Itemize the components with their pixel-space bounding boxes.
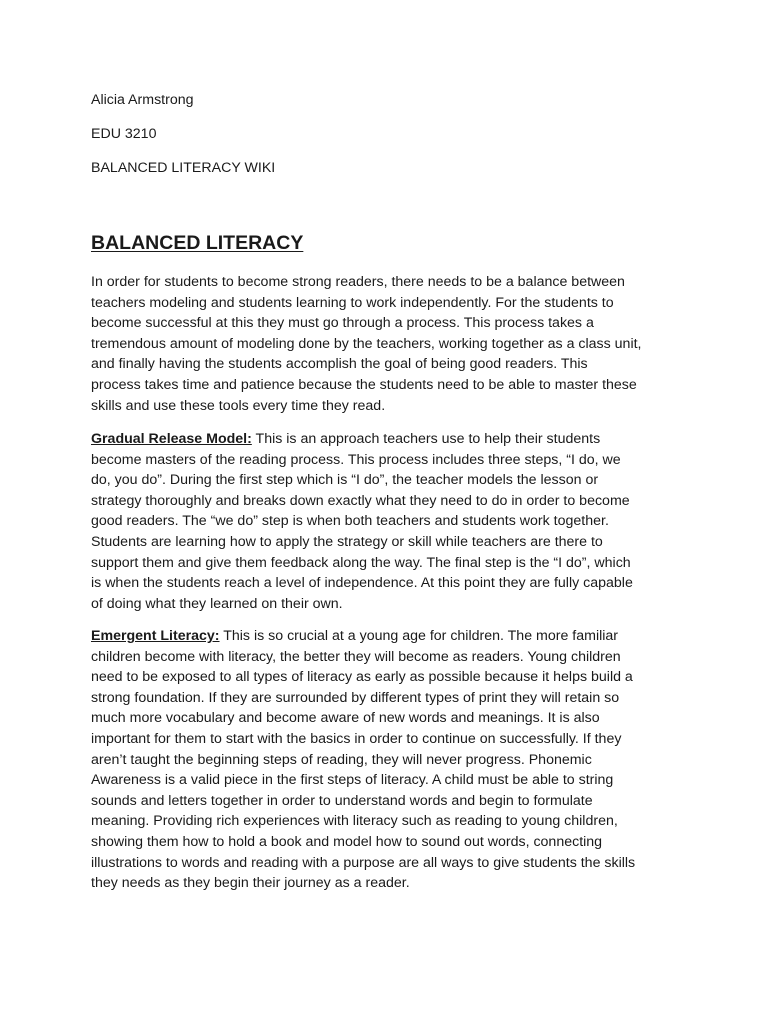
author-name: Alicia Armstrong [91,92,194,108]
emergent-literacy-line: aren’t taught the beginning steps of reading, they will never progress. Phonemic [91,751,592,768]
emergent-literacy-first-text: This is so crucial at a young age for children. The more familiar [219,628,619,644]
document-title: BALANCED LITERACY [91,232,304,254]
gradual-release-line: is when the students reach a level of independence. At this point they are fully capable [91,575,633,592]
emergent-literacy-line: showing them how to hold a book and model how to sound out words, connecting [91,833,603,850]
gradual-release-line: do, you do”. During the first step which is “I do”, the teacher models the lesson or [91,472,599,489]
intro-paragraph [91,272,681,416]
gradual-release-line: Students are learning how to apply the strategy or skill while teachers are there to [91,533,603,550]
emergent-literacy-line: much more vocabulary and become aware of new words and meanings. It is also [91,710,600,727]
gradual-release-line: good readers. The “we do” step is when both teachers and students work together. [91,513,609,530]
gradual-release-paragraph [91,429,681,614]
emergent-literacy-line: sounds and letters together in order to understand words and begin to formulate [91,792,593,809]
gradual-release-line: of doing what they learned on their own. [91,595,343,612]
intro-line: tremendous amount of modeling done by the teachers, working together as a class unit, [91,335,642,352]
emergent-literacy-paragraph [91,626,681,894]
intro-line: and finally having the students accomplish the goal of being good readers. This [91,356,588,373]
emergent-literacy-line: important for them to start with the basics in order to continue on successfully. If they [91,730,622,747]
course-code: EDU 3210 [91,126,157,142]
emergent-literacy-line: illustrations to words and reading with a purpose are all ways to give students the skills [91,854,636,871]
intro-line: In order for students to become strong readers, there needs to be a balance between [91,274,625,290]
gradual-release-line: strategy thoroughly and breaks down exactly what they need to do in order to become [91,492,630,509]
emergent-literacy-line: strong foundation. If they are surrounded by different types of print they will retain so [91,689,620,706]
intro-line: process takes time and patience because the students need to be able to master these [91,376,637,393]
gradual-release-label: Gradual Release Model: [91,431,252,447]
assignment-title: BALANCED LITERACY WIKI [91,160,276,176]
gradual-release-line: become masters of the reading process. This process includes three steps, “I do, we [91,451,621,468]
emergent-literacy-line: need to be exposed to all types of literacy as early as possible because it helps build a [91,669,633,686]
emergent-literacy-line: they needs as they begin their journey as a reader. [91,875,410,892]
emergent-literacy-first-line [91,626,681,647]
intro-line: become successful at this they must go through a process. This process takes a [91,315,594,332]
emergent-literacy-line: children become with literacy, the better they will become as readers. Young children [91,648,621,665]
gradual-release-line: support them and give them feedback along the way. The final step is the “I do”, which [91,554,631,571]
intro-line: teachers modeling and students learning to work independently. For the students to [91,294,614,311]
gradual-release-first-text: This is an approach teachers use to help their students [251,431,601,447]
emergent-literacy-line: Awareness is a valid piece in the first steps of literacy. A child must be able to string [91,772,614,789]
intro-line: skills and use these tools every time they read. [91,397,386,414]
gradual-release-first-line [91,429,681,450]
emergent-literacy-line: meaning. Providing rich experiences with literacy such as reading to young children, [91,813,618,830]
emergent-literacy-label: Emergent Literacy: [91,628,220,644]
